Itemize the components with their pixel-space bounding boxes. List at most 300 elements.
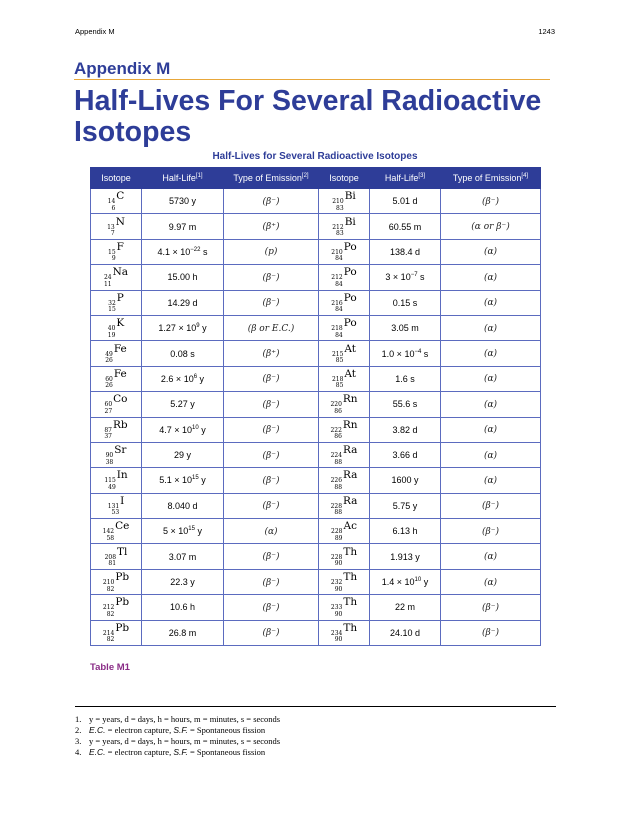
mass-number: 131 (107, 502, 120, 510)
half-life-value: 5.27 y (170, 399, 195, 410)
atomic-number: 83 (336, 230, 344, 238)
footnote-text: E.C. = electron capture, S.F. = Spontaneous fission (89, 725, 266, 735)
header-emission-label: Type of Emission (452, 173, 522, 183)
atomic-number: 19 (107, 331, 116, 339)
atomic-number: 38 (105, 458, 114, 466)
isotope-cell (319, 265, 370, 290)
nuclide (102, 571, 130, 593)
element-symbol: At (344, 367, 357, 380)
element-symbol: Th (343, 545, 358, 558)
atomic-number: 84 (335, 280, 343, 288)
isotope-cell (91, 442, 142, 467)
isotope-cell (91, 366, 142, 391)
isotope-cell (91, 493, 142, 518)
element-symbol: C (116, 190, 125, 203)
element-symbol: Bi (344, 215, 356, 228)
element-symbol: K (116, 317, 125, 330)
emission-type: (β⁻) (482, 602, 499, 613)
footnote-text: y = years, d = days, h = hours, m = minutes, s = seconds (89, 736, 281, 746)
header-emission-right (441, 168, 541, 189)
half-life-unit: y (198, 424, 206, 435)
emission-cell (224, 239, 319, 264)
atomic-number: 90 (334, 610, 343, 618)
mass-number: 24 (103, 274, 112, 282)
nuclide (105, 367, 127, 390)
nuclide (330, 418, 358, 441)
isotope-cell (319, 544, 370, 569)
mass-number: 226 (330, 477, 343, 485)
emission-cell (224, 341, 319, 366)
atomic-number: 85 (335, 382, 344, 390)
emission-type: (β⁺) (262, 222, 280, 233)
nuclide (107, 494, 125, 517)
element-symbol: Po (343, 317, 357, 330)
element-symbol: Ra (343, 444, 358, 457)
half-life-cell (142, 417, 224, 442)
emission-cell (441, 595, 541, 620)
half-life-cell (142, 290, 224, 315)
isotope-cell (91, 569, 142, 594)
mass-number: 220 (330, 401, 342, 409)
nuclide (331, 266, 357, 288)
half-life-cell (142, 239, 224, 264)
emission-cell (224, 189, 319, 214)
atomic-number: 84 (335, 306, 343, 314)
mass-number: 142 (102, 528, 115, 536)
header-emission-left (224, 168, 319, 189)
half-life-value: 5730 y (168, 196, 197, 207)
element-symbol: Pb (115, 621, 130, 634)
table-header-row (91, 168, 541, 189)
mass-number: 218 (331, 375, 344, 383)
isotope-cell (319, 189, 370, 214)
atomic-number: 88 (334, 483, 343, 491)
nuclide (107, 190, 125, 212)
footnote-ref[interactable]: [1] (195, 173, 203, 179)
atomic-number: 86 (334, 433, 342, 441)
page-number: 1243 (538, 27, 555, 36)
footnote-number: 2. (75, 725, 82, 735)
nuclide (332, 215, 356, 238)
mass-number: 13 (107, 223, 115, 231)
footnote-ref[interactable]: [4] (521, 173, 529, 179)
isotope-cell (91, 189, 142, 214)
half-life-cell (142, 493, 224, 518)
half-life-value: 26.8 m (168, 627, 197, 638)
emission-type: (β⁻) (262, 475, 280, 486)
half-life-cell (370, 595, 441, 620)
emission-type: (p) (264, 247, 278, 258)
mass-number: 212 (332, 223, 344, 231)
isotope-cell (91, 595, 142, 620)
table-label: Table M1 (90, 662, 130, 673)
element-symbol: Rn (342, 418, 358, 431)
element-symbol: Bi (344, 190, 356, 203)
nuclide (330, 494, 358, 517)
mass-number: 49 (105, 350, 113, 358)
mass-number: 210 (332, 198, 344, 206)
nuclide (104, 469, 128, 491)
isotope-table (90, 167, 541, 646)
atomic-number: 6 (111, 204, 116, 212)
half-life-value: 1600 y (391, 475, 419, 486)
element-symbol: Fe (113, 342, 127, 355)
nuclide (105, 444, 127, 466)
emission-type: (β⁻) (262, 628, 280, 639)
element-symbol: Pb (115, 571, 130, 584)
footnote-text: y = years, d = days, h = hours, m = minutes, s = seconds (89, 714, 281, 724)
emission-type: (β⁺) (262, 349, 280, 360)
nuclide (330, 469, 358, 491)
element-symbol: At (344, 342, 357, 355)
half-life-cell (370, 341, 441, 366)
table-row (91, 519, 541, 544)
table-row (91, 392, 541, 417)
emission-type: (α) (483, 425, 498, 436)
half-life-cell (142, 468, 224, 493)
mass-number: 234 (330, 629, 343, 637)
emission-cell (224, 315, 319, 340)
footnote-divider (75, 706, 556, 707)
emission-type: (β⁻) (482, 628, 499, 639)
nuclide (331, 291, 357, 314)
mass-number: 216 (331, 299, 343, 307)
half-life-value: 0.08 s (170, 348, 195, 359)
appendix-divider (74, 79, 550, 80)
half-life-value: 60.55 m (388, 221, 422, 232)
running-header (75, 27, 555, 39)
half-life-value: 10.6 h (169, 602, 196, 613)
atomic-number: 82 (106, 636, 115, 644)
element-symbol: I (120, 494, 125, 507)
nuclide (103, 266, 129, 288)
half-life-cell (142, 366, 224, 391)
atomic-number: 82 (106, 585, 115, 593)
nuclide (331, 342, 357, 365)
half-life-value: 5.01 d (392, 196, 418, 207)
half-life-cell (370, 620, 441, 645)
half-life-unit: y (199, 323, 207, 334)
element-symbol: Ra (343, 494, 358, 507)
emission-type: (α) (483, 552, 498, 563)
half-life-value: 22.3 y (170, 577, 195, 588)
half-life-cell (370, 265, 441, 290)
atomic-number: 83 (336, 204, 344, 212)
half-life-cell (142, 569, 224, 594)
isotope-cell (91, 468, 142, 493)
nuclide (331, 240, 357, 263)
element-symbol: Th (343, 596, 358, 609)
footnote-item (75, 736, 280, 747)
footnote-number: 4. (75, 747, 82, 757)
half-life-exponent: 15 (192, 475, 199, 482)
element-symbol: Po (343, 291, 357, 304)
atomic-number: 15 (108, 306, 116, 314)
nuclide (330, 596, 358, 618)
emission-cell (224, 366, 319, 391)
half-life-value: 3.82 d (392, 424, 418, 435)
half-life-unit: y (197, 373, 205, 384)
atomic-number: 86 (334, 407, 342, 415)
mass-number: 90 (105, 452, 114, 460)
half-life-cell (370, 189, 441, 214)
element-symbol: Th (343, 571, 358, 584)
emission-type: (β⁻) (262, 298, 280, 309)
isotope-cell (91, 265, 142, 290)
nuclide (104, 393, 128, 415)
mass-number: 222 (330, 426, 342, 434)
isotope-cell (91, 392, 142, 417)
footnote-ref[interactable]: [3] (418, 173, 426, 179)
element-symbol: Po (343, 266, 357, 279)
half-life-value: 1.913 y (390, 551, 420, 562)
atomic-number: 11 (103, 280, 112, 288)
isotope-cell (91, 519, 142, 544)
half-life-mantissa: 4.7 × 10 (159, 424, 193, 435)
half-life-mantissa: 1.0 × 10 (381, 348, 415, 359)
emission-cell (224, 468, 319, 493)
mass-number: 228 (330, 553, 343, 561)
half-life-unit: y (194, 526, 202, 537)
nuclide (332, 190, 356, 212)
emission-cell (441, 468, 541, 493)
emission-cell (224, 595, 319, 620)
half-life-value: 15.00 h (167, 272, 198, 283)
emission-type: (α) (483, 349, 498, 360)
half-life-cell (370, 214, 441, 239)
emission-cell (441, 519, 541, 544)
isotope-cell (91, 341, 142, 366)
header-emission-label: Type of Emission (233, 173, 302, 183)
emission-cell (224, 519, 319, 544)
emission-cell (441, 442, 541, 467)
isotope-cell (91, 544, 142, 569)
emission-type: (α) (483, 323, 498, 334)
half-life-cell (370, 392, 441, 417)
nuclide (331, 520, 357, 542)
isotope-cell (319, 290, 370, 315)
isotope-cell (91, 315, 142, 340)
emission-cell (441, 493, 541, 518)
isotope-cell (319, 493, 370, 518)
atomic-number: 27 (104, 407, 113, 415)
element-symbol: Rn (342, 393, 358, 406)
table-row (91, 468, 541, 493)
emission-type: (β⁻) (262, 272, 280, 283)
header-half-life-label: Half-Life (162, 173, 196, 183)
half-life-value: 9.97 m (168, 221, 197, 232)
header-half-life-left (142, 168, 224, 189)
half-life-exponent: 10 (414, 577, 422, 584)
emission-type: (β⁻) (482, 501, 499, 512)
half-life-cell (142, 519, 224, 544)
emission-cell (441, 239, 541, 264)
table-row (91, 595, 541, 620)
nuclide (108, 240, 124, 263)
element-symbol: P (116, 291, 124, 304)
emission-type: (β⁻) (262, 552, 280, 563)
header-half-life-label: Half-Life (384, 173, 419, 183)
half-life-cell (142, 620, 224, 645)
half-life-unit: y (421, 577, 429, 588)
half-life-value: 22 m (394, 602, 415, 613)
table-row (91, 290, 541, 315)
isotope-cell (91, 214, 142, 239)
half-life-cell (142, 189, 224, 214)
atomic-number: 90 (334, 585, 343, 593)
table-row (91, 214, 541, 239)
half-life-cell (370, 366, 441, 391)
element-symbol: Ra (343, 469, 358, 482)
table-body (91, 189, 541, 646)
table-row (91, 189, 541, 214)
emission-cell (441, 341, 541, 366)
mass-number: 228 (331, 528, 343, 536)
mass-number: 224 (330, 452, 343, 460)
emission-cell (224, 442, 319, 467)
isotope-cell (319, 392, 370, 417)
nuclide (102, 520, 130, 542)
mass-number: 214 (102, 629, 115, 637)
header-half-life-right (370, 168, 441, 189)
emission-type: (α) (483, 475, 498, 486)
half-life-value: 8.040 d (167, 500, 198, 511)
half-life-cell (142, 315, 224, 340)
emission-cell (224, 265, 319, 290)
half-life-unit: y (198, 475, 206, 486)
half-life-cell (370, 519, 441, 544)
mass-number: 210 (102, 579, 115, 587)
half-life-mantissa: 1.4 × 10 (381, 577, 415, 588)
element-symbol: Rb (113, 418, 128, 431)
emission-type: (β⁻) (262, 501, 280, 512)
emission-cell (441, 290, 541, 315)
element-symbol: Na (112, 266, 129, 279)
half-life-cell (142, 392, 224, 417)
nuclide (331, 367, 357, 390)
half-life-cell (142, 341, 224, 366)
mass-number: 232 (330, 579, 343, 587)
emission-type: (α) (483, 374, 498, 385)
isotope-cell (91, 239, 142, 264)
half-life-mantissa: 5 × 10 (163, 526, 189, 537)
appendix-label: Appendix M (74, 59, 171, 78)
emission-cell (441, 265, 541, 290)
mass-number: 208 (104, 553, 117, 561)
isotope-cell (319, 315, 370, 340)
emission-type: (β⁻) (482, 196, 499, 207)
emission-cell (441, 392, 541, 417)
nuclide (330, 393, 358, 415)
nuclide (105, 342, 127, 365)
half-life-exponent: 6 (193, 373, 198, 380)
footnote-text: E.C. = electron capture, S.F. = Spontaneous fission (89, 747, 266, 757)
emission-type: (α) (483, 399, 498, 410)
emission-type: (α) (264, 526, 278, 537)
half-life-cell (370, 290, 441, 315)
table-row (91, 569, 541, 594)
emission-type: (β⁻) (262, 425, 280, 436)
header-isotope-left: Isotope (91, 168, 142, 189)
page-title: Half-Lives For Several Radioactive Isotopes (74, 85, 542, 148)
half-life-mantissa: 5.1 × 10 (159, 475, 193, 486)
isotope-cell (319, 468, 370, 493)
mass-number: 60 (104, 401, 113, 409)
emission-type: (β⁻) (262, 374, 280, 385)
isotope-cell (319, 620, 370, 645)
isotope-cell (319, 214, 370, 239)
element-symbol: Th (343, 621, 358, 634)
half-life-cell (142, 595, 224, 620)
half-life-mantissa: 4.1 × 10 (157, 246, 191, 257)
element-symbol: In (116, 469, 128, 482)
nuclide (330, 621, 358, 644)
atomic-number: 90 (334, 560, 343, 568)
isotope-cell (319, 595, 370, 620)
half-life-exponent: −22 (190, 246, 201, 253)
half-life-exponent: 10 (192, 424, 199, 431)
nuclide (102, 596, 130, 618)
half-life-cell (370, 239, 441, 264)
mass-number: 115 (104, 477, 116, 485)
nuclide (104, 418, 128, 441)
emission-cell (224, 392, 319, 417)
mass-number: 233 (330, 604, 343, 612)
half-life-value: 55.6 s (392, 399, 418, 410)
isotope-cell (319, 417, 370, 442)
half-life-cell (142, 442, 224, 467)
isotope-cell (319, 569, 370, 594)
atomic-number: 90 (334, 636, 343, 644)
emission-type: (α) (483, 298, 498, 309)
element-symbol: Po (343, 240, 357, 253)
isotope-cell (319, 442, 370, 467)
atomic-number: 84 (335, 331, 343, 339)
atomic-number: 53 (111, 509, 120, 517)
emission-cell (224, 544, 319, 569)
isotope-cell (91, 620, 142, 645)
mass-number: 228 (330, 502, 343, 510)
emission-cell (441, 189, 541, 214)
table-row (91, 366, 541, 391)
running-header-left: Appendix M (75, 27, 115, 36)
atomic-number: 81 (108, 560, 117, 568)
half-life-value: 3.66 d (392, 450, 418, 461)
emission-type: (α) (483, 577, 498, 588)
footnote-ref[interactable]: [2] (301, 173, 309, 179)
atomic-number: 49 (108, 483, 116, 491)
half-life-value: 1.6 s (395, 373, 415, 384)
table-row (91, 341, 541, 366)
emission-type: (α) (483, 272, 498, 283)
mass-number: 40 (107, 325, 116, 333)
element-symbol: Co (113, 393, 128, 406)
table-row (91, 239, 541, 264)
emission-type: (β⁻) (482, 526, 499, 537)
half-life-cell (142, 214, 224, 239)
nuclide (331, 317, 357, 339)
emission-type: (β⁻) (262, 399, 280, 410)
isotope-cell (91, 290, 142, 315)
isotope-cell (319, 341, 370, 366)
element-symbol: Fe (113, 367, 127, 380)
emission-type: (β⁻) (262, 577, 280, 588)
half-life-exponent: −4 (414, 348, 422, 355)
half-life-value: 0.15 s (392, 297, 418, 308)
half-life-value: 3.07 m (168, 551, 197, 562)
element-symbol: Sr (114, 444, 127, 457)
half-life-mantissa: 3 × 10 (385, 272, 411, 283)
